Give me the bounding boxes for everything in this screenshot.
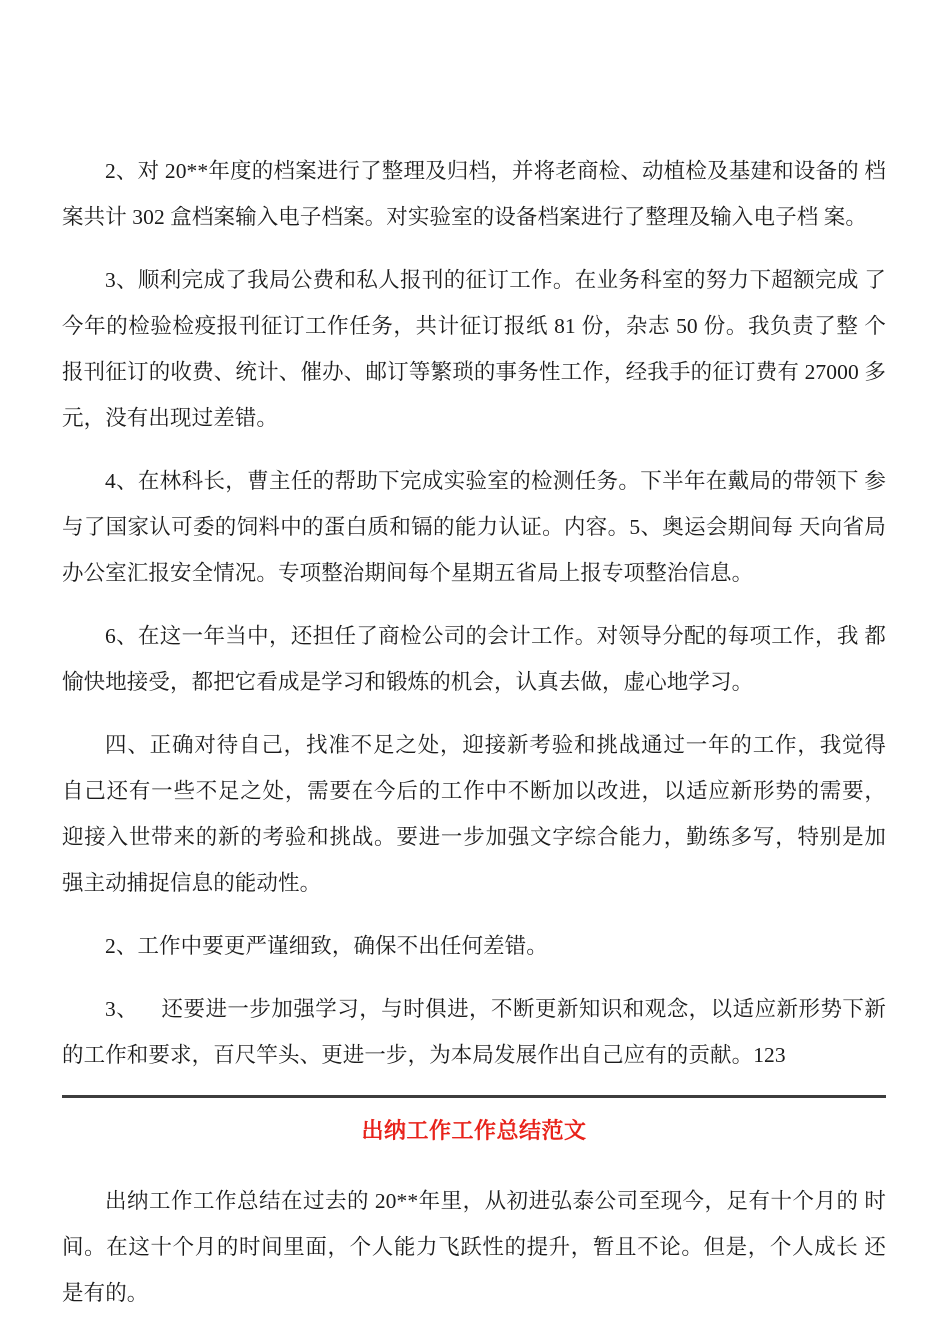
paragraph-item-3-subscriptions: 3、顺利完成了我局公费和私人报刊的征订工作。在业务科室的努力下超额完成 了今年的检验检疫报刊征订工作任务，共计征订报纸 81 份，杂志 50 份。我负责了整 个报刊征订的收费、统计、催办、邮订等繁琐的事务性工作，经我手的征订费有 27000 多元，没有出现过差错。 <box>62 268 886 430</box>
paragraph-cashier-intro: 出纳工作工作总结在过去的 20**年里，从初进弘泰公司至现今，足有十个月的 时间。在这十个月的时间里面，个人能力飞跃性的提升，暂且不论。但是，个人成长 还是有的。 <box>62 1189 886 1305</box>
paragraph-section-4-self-assessment: 四、正确对待自己，找准不足之处，迎接新考验和挑战通过一年的工作，我觉得 自己还有一些不足之处，需要在今后的工作中不断加以改进，以适应新形势的需要， 迎接入世带来的新的考验和挑战。要进一步加强文字综合能力，勤练多写，特别是加 强主动捕捉信息的能动性。 <box>62 733 892 895</box>
paragraph-item-2-rigor: 2、工作中要更严谨细致，确保不出任何差错。 <box>105 934 548 958</box>
paragraph-item-6-accounting: 6、在这一年当中，还担任了商检公司的会计工作。对领导分配的每项工作，我 都愉快地接受，都把它看成是学习和锻炼的机会，认真去做，虚心地学习。 <box>62 624 886 694</box>
page-title: 出纳工作工作总结范文 <box>361 1118 587 1143</box>
section-separator-rule <box>62 1095 886 1098</box>
document-body <box>62 148 892 1333</box>
heading-spacer <box>62 1148 886 1178</box>
paragraph-item-3-learning: 3、 还要进一步加强学习，与时俱进，不断更新知识和观念，以适应新形势下新 的工作和要求，百尺竿头、更进一步，为本局发展作出自己应有的贡献。123 <box>62 997 892 1067</box>
paragraph-item-4-lab-testing: 4、在林科长，曹主任的帮助下完成实验室的检测任务。下半年在戴局的带领下 参与了国家认可委的饲料中的蛋白质和镉的能力认证。内容。5、奥运会期间每 天向省局办公室汇报安全情况。专项整治期间每个星期五省局上报专项整治信息。 <box>62 469 886 585</box>
paragraph-item-2-archives: 2、对 20**年度的档案进行了整理及归档，并将老商检、动植检及基建和设备的 档案共计 302 盒档案输入电子档案。对实验室的设备档案进行了整理及输入电子档 案。 <box>62 159 886 229</box>
